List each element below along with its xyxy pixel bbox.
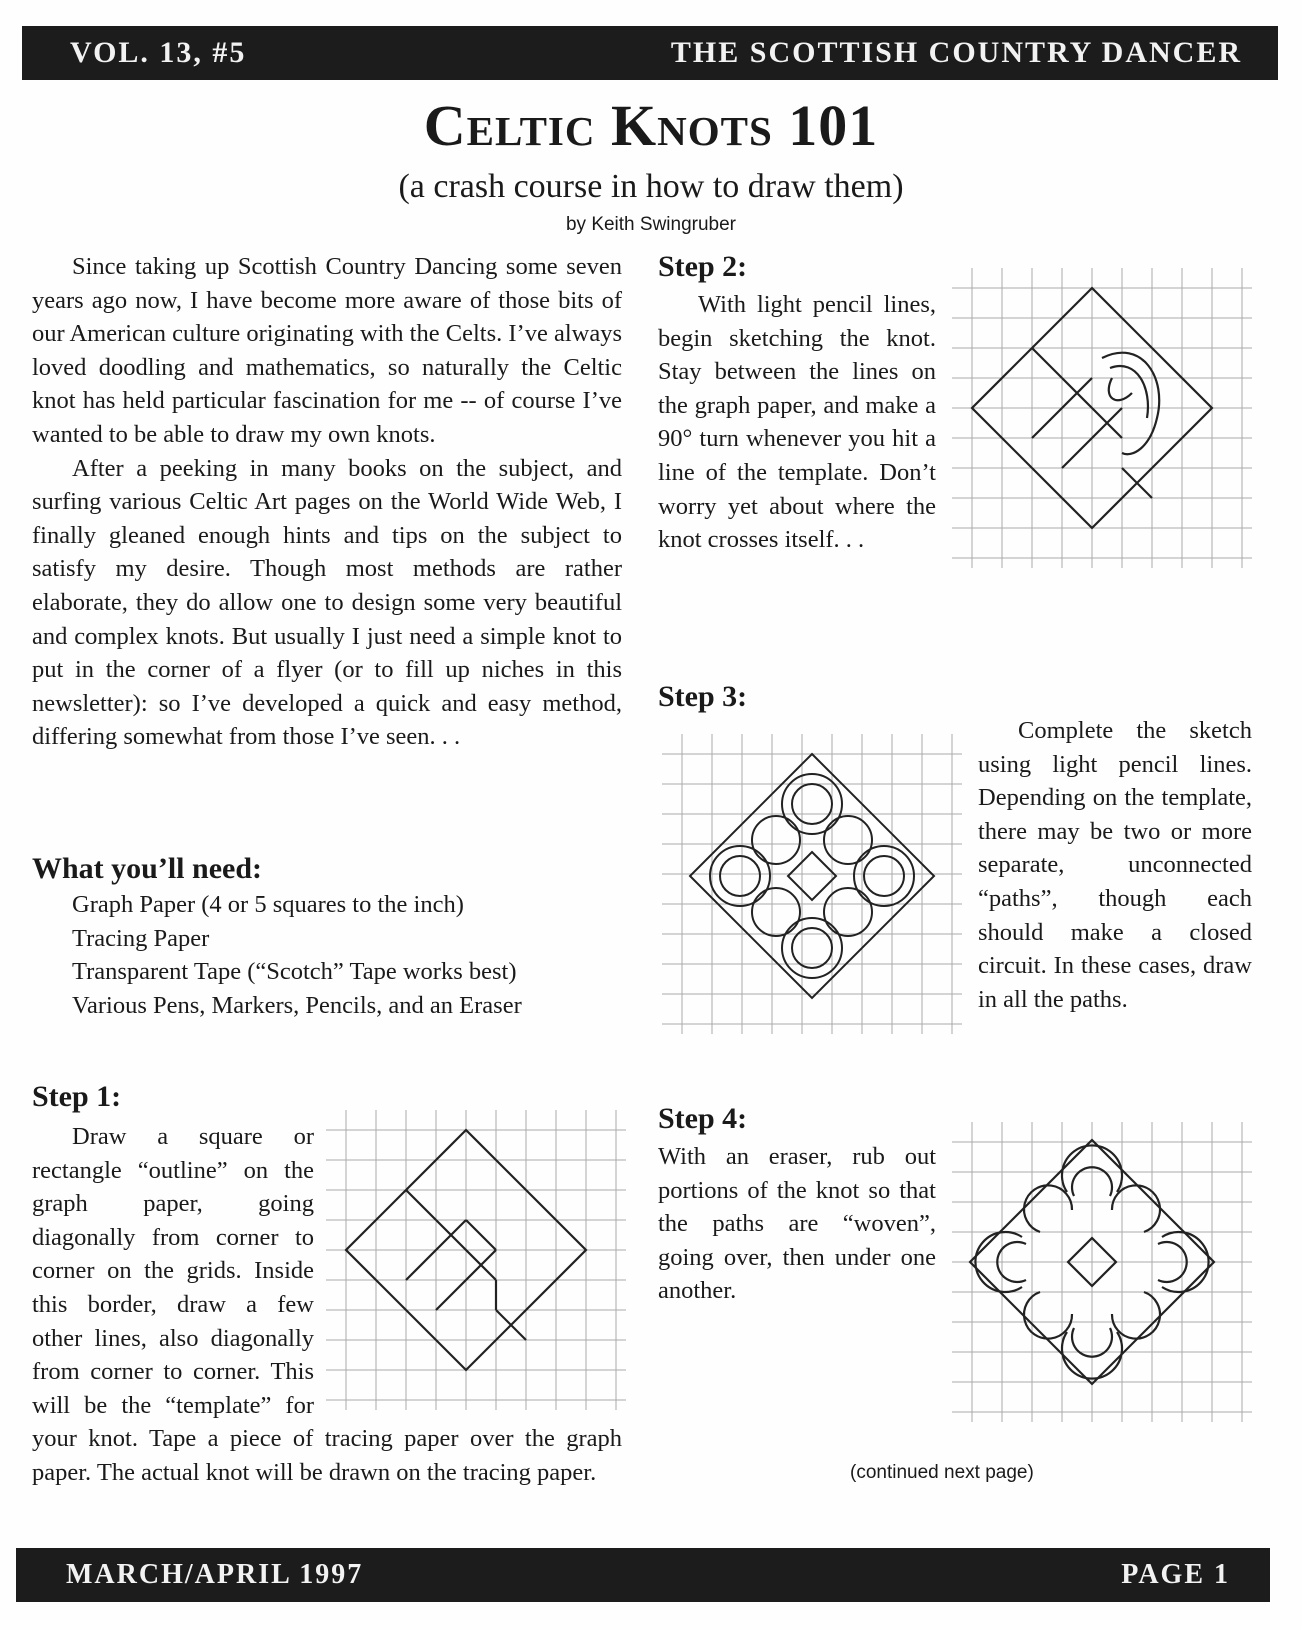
- step3-heading: Step 3:: [658, 680, 748, 713]
- step4-paragraph: With an eraser, rub out portions of the knot so that the paths are “woven”, going over, then under one another.: [658, 1143, 936, 1305]
- needs-heading: What you’ll need:: [32, 852, 263, 885]
- needs-list: [72, 888, 522, 1022]
- list-item: Tracing Paper: [72, 924, 210, 952]
- intro-paragraph: After a peeking in many books on the subject, and surfing various Celtic Art pages on the World Wide Web, I finally gleaned enough hints and tips on the subject to satisfy my desire. Though most methods are rather elaborate, they do allow one to design some very beautiful and complex knots. But usually I just need a simple knot to put in the corner of a flyer (or to fill up niches in this newsletter): so I’ve developed a quick and easy method, differing somewhat from those I’ve seen. . .: [32, 454, 622, 751]
- step4-text: [658, 1140, 936, 1308]
- page-number: PAGE 1: [1121, 1559, 1230, 1590]
- step1-paragraph: Draw a square or rectangle “outline” on the graph paper, going diagonally from corner to corner on the grids. Inside this border, draw a few other lines, also diagonally from corner to corner. This will be the “template” for your knot. Tape a piece of tracing paper over the graph paper. The actual knot will be drawn on the tracing paper.: [32, 1123, 622, 1486]
- footer-bar: [16, 1548, 1270, 1602]
- step4-woven-knot-figure: [952, 1122, 1252, 1422]
- issue-date: MARCH/APRIL 1997: [66, 1559, 364, 1590]
- publication-name: THE SCOTTISH COUNTRY DANCER: [670, 36, 1242, 69]
- step3-text: [978, 714, 1252, 1016]
- list-item: Various Pens, Markers, Pencils, and an Eraser: [72, 991, 522, 1019]
- byline: by Keith Swingruber: [565, 214, 737, 235]
- header-bar: [22, 26, 1278, 80]
- step4-heading: Step 4:: [658, 1102, 748, 1135]
- intro-text: [32, 250, 622, 754]
- continued-note: (continued next page): [850, 1462, 1034, 1483]
- page-title: Celtic Knots 101: [423, 93, 879, 158]
- step2-heading: Step 2:: [658, 250, 748, 283]
- step3-paragraph: Complete the sketch using light pencil lines. Depending on the template, there may be two or more separate, unconnected “paths”, though each should make a closed circuit. In these cases, draw in all the paths.: [978, 717, 1252, 1013]
- list-item: Graph Paper (4 or 5 squares to the inch): [72, 891, 464, 918]
- intro-paragraph: Since taking up Scottish Country Dancing some seven years ago now, I have become more aware of those bits of our American culture originating with the Celts. I’ve always loved doodling and mathematics, so naturally the Celtic knot has held particular fascination for me -- of course I’ve wanted to be able to draw my own knots.: [32, 253, 622, 448]
- step2-sketch-figure: [952, 268, 1252, 568]
- list-item: Transparent Tape (“Scotch” Tape works best): [72, 958, 517, 986]
- volume-label: VOL. 13, #5: [70, 36, 247, 69]
- step1-text: [32, 1120, 622, 1490]
- step1-heading: Step 1:: [32, 1080, 122, 1113]
- page-subtitle: (a crash course in how to draw them): [398, 168, 904, 205]
- step1-template-figure: [326, 1110, 626, 1410]
- step3-complete-sketch-figure: [662, 734, 962, 1034]
- step2-text: [658, 288, 936, 557]
- step2-paragraph: With light pencil lines, begin sketching the knot. Stay between the lines on the graph paper, and make a 90° turn whenever you hit a line of the template. Don’t worry yet about where the knot crosses itself. . .: [658, 291, 936, 554]
